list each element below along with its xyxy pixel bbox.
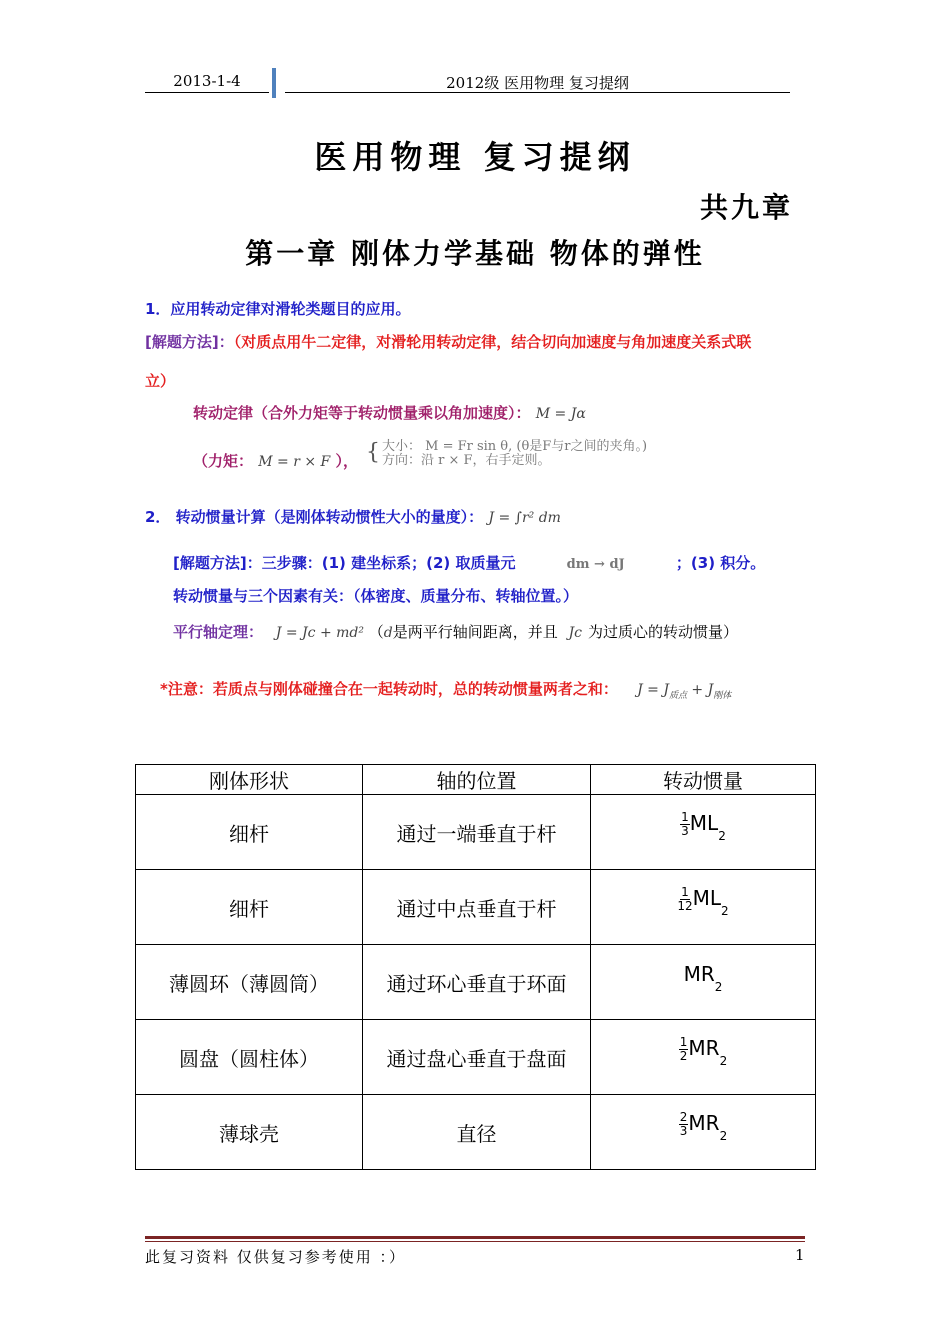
note-text: *注意：若质点与刚体碰撞合在一起转动时，总的转动惯量两者之和： <box>160 680 618 698</box>
moment-of-inertia-formula: J = ∫r² dm <box>488 510 561 526</box>
fraction-numerator: 1 <box>679 1034 688 1049</box>
table-row <box>136 1020 816 1095</box>
method-label: [解题方法]： <box>145 333 234 351</box>
shape-cell: 细杆 <box>136 870 363 945</box>
table-header-inertia: 转动惯量 <box>591 765 816 795</box>
footer-rule-thin <box>145 1241 805 1242</box>
shape-cell: 薄球壳 <box>136 1095 363 1170</box>
shape-cell: 细杆 <box>136 795 363 870</box>
section-2-method-end: ；(3) 积分。 <box>675 554 766 572</box>
torque-detail <box>382 440 647 468</box>
note-line <box>160 678 731 701</box>
table-row <box>136 945 816 1020</box>
section-2-method <box>173 552 765 573</box>
header-title: 2012级 医用物理 复习提纲 <box>446 74 629 92</box>
inertia-symbol: MR <box>683 962 715 986</box>
section-2-method-text: [解题方法]：三步骤：(1) 建坐标系；(2) 取质量元 <box>173 554 516 572</box>
section-2-heading-text: 2． 转动惯量计算（是刚体转动惯性大小的量度）： <box>145 508 484 526</box>
torque-detail-magnitude: 大小： M = Fr sin θ, (θ是F与r之间的夹角。) <box>382 439 648 454</box>
torque-end: ）， <box>335 452 359 470</box>
torque-line <box>193 450 358 471</box>
inertia-cell <box>591 795 816 870</box>
section-1-method-cont: 立） <box>145 372 176 390</box>
inertia-exponent: 2 <box>714 980 723 994</box>
section-1-method <box>145 331 825 352</box>
total-inertia-formula <box>637 682 732 701</box>
inertia-exponent: 2 <box>718 828 726 843</box>
fraction <box>680 811 690 838</box>
section-1-heading: 1．应用转动定律对滑轮类题目的应用。 <box>145 300 411 318</box>
brace-icon: { <box>366 440 380 465</box>
table-header-shape: 刚体形状 <box>136 765 363 795</box>
header-date: 2013-1-4 <box>173 72 241 90</box>
fraction <box>677 886 692 913</box>
fraction-numerator: 1 <box>681 809 689 824</box>
document-title: 医用物理 复习提纲 <box>314 138 636 176</box>
moment-of-inertia-table <box>135 764 816 1170</box>
parallel-axis-label: 平行轴定理： <box>173 623 264 641</box>
total-inertia-plus: + J <box>686 682 714 698</box>
inertia-exponent: 2 <box>721 903 729 918</box>
parallel-jc-symbol: Jc <box>568 625 582 641</box>
fraction-denominator: 2 <box>679 1048 688 1063</box>
rotation-law-formula: M = Jα <box>535 406 586 422</box>
torque-label: （力矩： <box>193 452 254 470</box>
inertia-cell <box>591 1020 816 1095</box>
inertia-symbol: MR <box>688 1110 720 1135</box>
parallel-axis-formula: J = Jc + md² <box>275 625 364 641</box>
page-number: 1 <box>795 1246 805 1264</box>
table-header-axis: 轴的位置 <box>363 765 591 795</box>
shape-cell: 薄圆环（薄圆筒） <box>136 945 363 1020</box>
torque-detail-direction: 方向：沿 r × F，右手定则。 <box>382 453 551 468</box>
parallel-note-mid: 是两平行轴间距离，并且 <box>392 623 558 641</box>
header-divider <box>272 68 276 98</box>
inertia-cell <box>591 1095 816 1170</box>
method-text: （对质点用牛二定律，对滑轮用转动定律，结合切向加速度与角加速度关系式联 <box>233 333 752 351</box>
total-inertia-sub-rigid: 刚体 <box>713 690 732 701</box>
total-inertia-sub-particle: 质点 <box>668 690 687 701</box>
fraction <box>679 1111 689 1138</box>
inertia-factors: 转动惯量与三个因素有关：（体密度、质量分布、转轴位置。） <box>173 587 579 605</box>
table-header-row <box>136 765 816 795</box>
header-rule-left <box>145 92 269 93</box>
axis-cell: 通过一端垂直于杆 <box>363 795 591 870</box>
inertia-symbol: MR <box>688 1035 720 1060</box>
parallel-note-open: （ <box>368 623 384 641</box>
axis-cell: 通过环心垂直于环面 <box>363 945 591 1020</box>
axis-cell: 通过盘心垂直于盘面 <box>363 1020 591 1095</box>
header-rule-right <box>285 92 790 93</box>
parallel-d-symbol: d <box>383 625 393 641</box>
table-row <box>136 870 816 945</box>
fraction-denominator: 12 <box>677 898 693 913</box>
inertia-symbol: ML <box>692 885 722 910</box>
inertia-symbol: ML <box>689 810 719 835</box>
table-row <box>136 1095 816 1170</box>
inertia-exponent: 2 <box>719 1128 728 1143</box>
fraction-numerator: 1 <box>681 884 689 899</box>
mass-element-formula: dm → dJ <box>566 557 625 572</box>
total-inertia-j: J = J <box>637 682 669 698</box>
inertia-cell <box>591 870 816 945</box>
chapter-count: 共九章 <box>700 191 794 224</box>
parallel-note-end: 为过质心的转动惯量） <box>588 623 739 641</box>
rotation-law-text: 转动定律（合外力矩等于转动惯量乘以角加速度）： <box>193 404 531 422</box>
torque-formula: M = r × F <box>258 454 331 470</box>
section-2-heading <box>145 506 561 527</box>
footer-rule-thick <box>145 1236 805 1239</box>
table-row <box>136 795 816 870</box>
footer-text: 此复习资料 仅供复习参考使用 ：） <box>145 1248 407 1266</box>
fraction-denominator: 3 <box>681 823 689 838</box>
inertia-exponent: 2 <box>719 1053 728 1068</box>
axis-cell: 通过中点垂直于杆 <box>363 870 591 945</box>
axis-cell: 直径 <box>363 1095 591 1170</box>
fraction-numerator: 2 <box>679 1109 688 1124</box>
parallel-axis-line <box>173 621 738 642</box>
shape-cell: 圆盘（圆柱体） <box>136 1020 363 1095</box>
chapter-title: 第一章 刚体力学基础 物体的弹性 <box>245 237 705 270</box>
fraction-denominator: 3 <box>679 1123 688 1138</box>
fraction <box>679 1036 689 1063</box>
rotation-law <box>193 402 586 423</box>
inertia-cell <box>591 945 816 1020</box>
